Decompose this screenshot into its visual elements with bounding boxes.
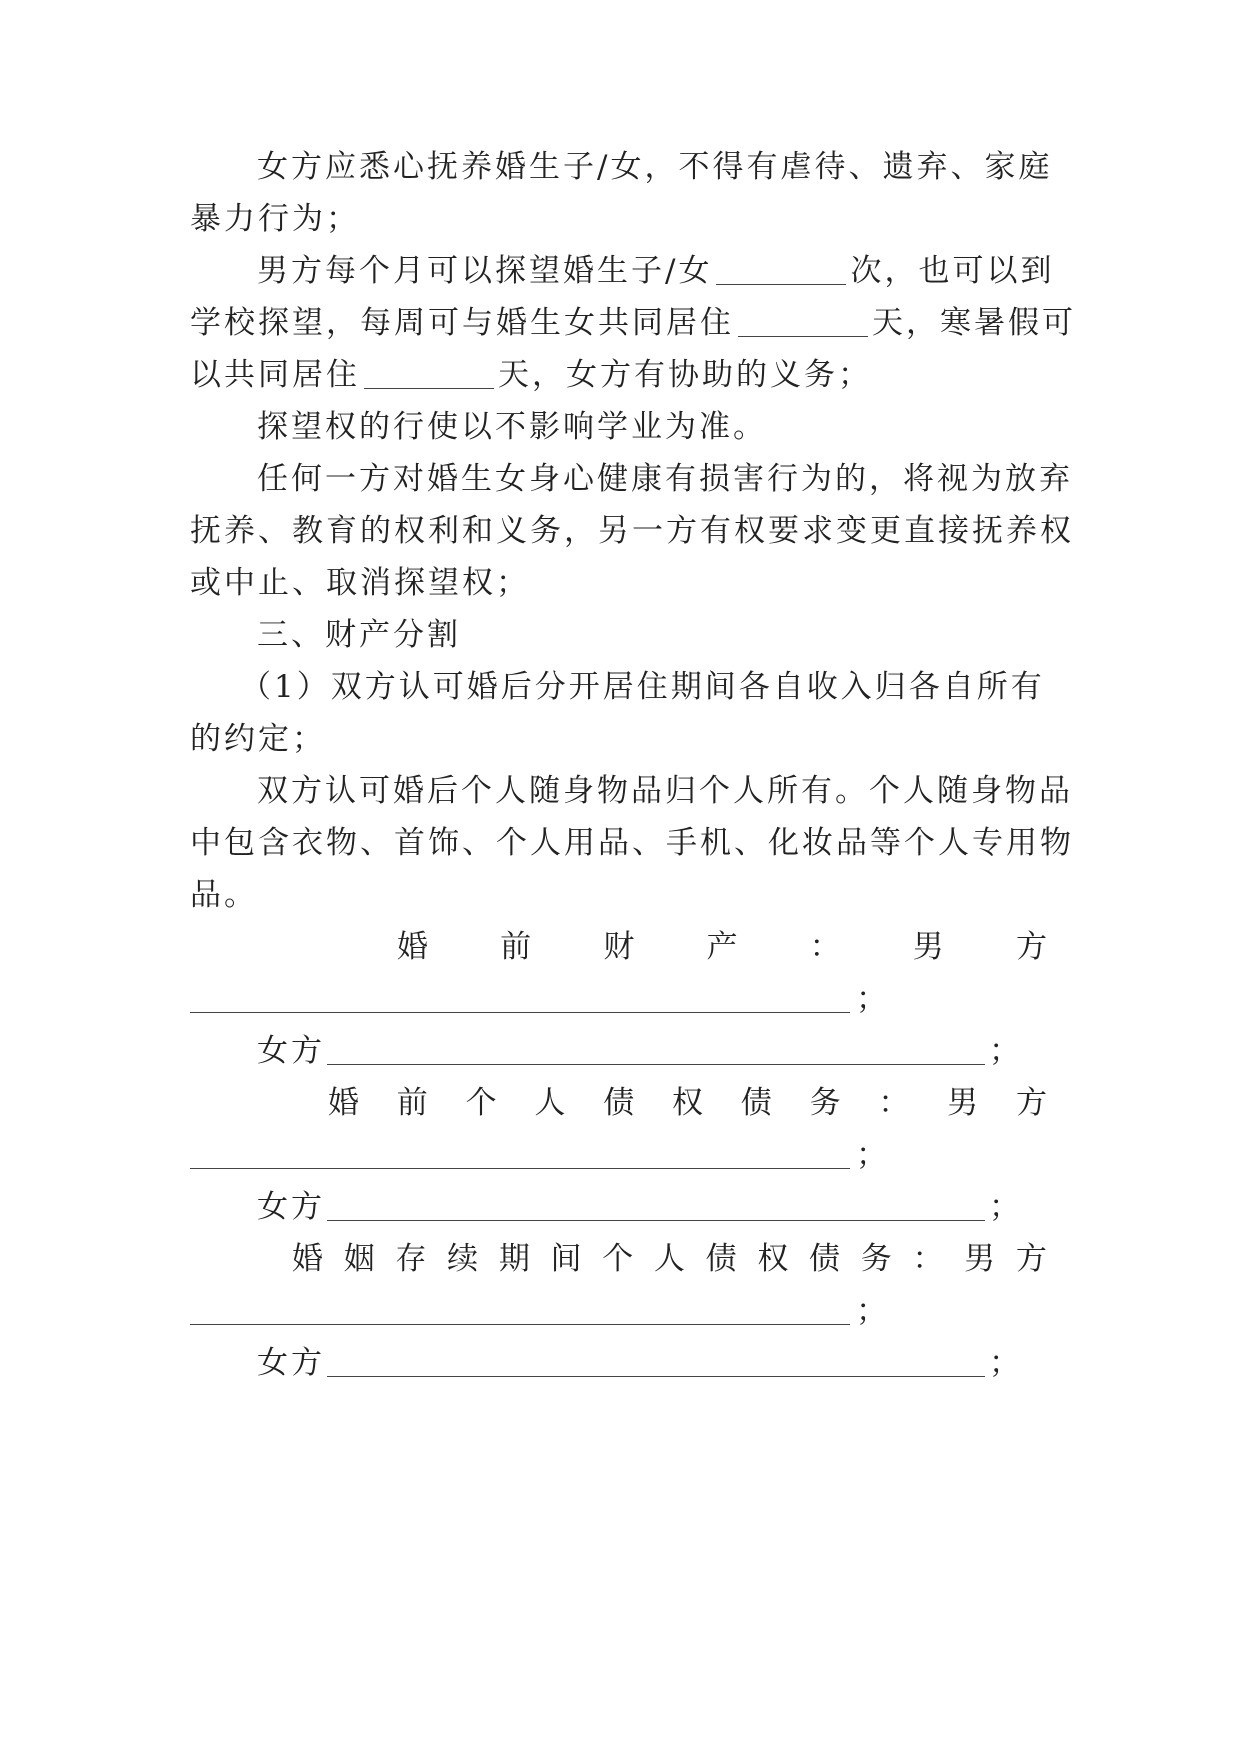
text-segment: 以共同居住 <box>190 357 360 393</box>
label-glyph: 债 <box>809 1241 844 1277</box>
label-glyph: 前 <box>500 929 535 965</box>
paragraph-line: 的约定； <box>190 721 326 757</box>
label-glyph: 婚 <box>292 1241 326 1277</box>
label-glyph: 方 <box>1015 1085 1050 1121</box>
paragraph-line <box>190 350 1050 400</box>
label-glyph: 方 <box>1015 1241 1050 1277</box>
paragraph-line: 双方认可婚后个人随身物品归个人所有。个人随身物品 <box>257 773 1073 809</box>
paragraph-line: 中包含衣物、首饰、个人用品、手机、化妆品等个人专用物 <box>190 825 1074 861</box>
paragraph-line: 任何一方对婚生女身心健康有损害行为的，将视为放弃 <box>257 461 1073 497</box>
label-glyph: 人 <box>653 1241 688 1277</box>
text-segment: 次，也可以到 <box>850 253 1055 289</box>
blank-line: ； <box>190 1286 1050 1336</box>
label-glyph: 债 <box>603 1085 638 1121</box>
label-glyph: 婚 <box>328 1085 362 1121</box>
label-glyph: 存 <box>395 1241 430 1277</box>
blank-line: ； <box>190 1130 1050 1180</box>
fill-blank[interactable] <box>190 1294 850 1325</box>
label-glyph: 债 <box>740 1085 775 1121</box>
premarital-property-label <box>397 922 1050 972</box>
label-glyph: 男 <box>912 929 947 965</box>
label-glyph: 方 <box>1015 929 1050 965</box>
label-glyph: 人 <box>534 1085 569 1121</box>
blank-line: ； <box>190 974 1050 1024</box>
premarital-debt-label <box>328 1078 1050 1128</box>
paragraph-line: （1）双方认可婚后分开居住期间各自收入归各自所有 <box>240 669 1045 705</box>
text-segment: 天，女方有协助的义务； <box>498 357 872 393</box>
label-glyph: 财 <box>603 929 638 965</box>
fill-blank[interactable] <box>364 358 494 389</box>
fill-blank[interactable] <box>327 1346 985 1377</box>
label-glyph: ： <box>912 1241 947 1277</box>
label-glyph: 续 <box>447 1241 482 1277</box>
blank-line: 女方 ； <box>257 1189 1023 1225</box>
text-segment: 男方每个月可以探望婚生子/女 <box>257 253 713 289</box>
label-glyph: 务 <box>860 1241 895 1277</box>
label-glyph: 姻 <box>343 1241 378 1277</box>
label-glyph: 婚 <box>397 929 431 965</box>
label-glyph: 债 <box>705 1241 740 1277</box>
paragraph-line: 暴力行为； <box>190 201 360 237</box>
paragraph-line: 品。 <box>190 877 258 913</box>
fill-blank[interactable] <box>190 982 850 1013</box>
label-glyph: 权 <box>671 1085 706 1121</box>
blank-line: 女方 ； <box>257 1345 1023 1381</box>
fill-blank[interactable] <box>738 306 868 337</box>
section-heading: 三、财产分割 <box>257 617 461 653</box>
marital-debt-label <box>292 1234 1050 1284</box>
label-glyph: 个 <box>602 1241 637 1277</box>
fill-blank[interactable] <box>716 254 846 285</box>
label-glyph: ： <box>878 1085 913 1121</box>
label-glyph: 个 <box>465 1085 500 1121</box>
label-glyph: 权 <box>757 1241 792 1277</box>
paragraph-line: 探望权的行使以不影响学业为准。 <box>257 409 767 445</box>
paragraph-line <box>190 298 1076 348</box>
blank-line: 女方 ； <box>257 1033 1023 1069</box>
text-segment: 天，寒暑假可 <box>872 305 1076 341</box>
text-segment: 学校探望，每周可与婚生女共同居住 <box>190 305 734 341</box>
label-glyph: 前 <box>396 1085 431 1121</box>
label-glyph: 产 <box>706 929 741 965</box>
paragraph-line: 或中止、取消探望权； <box>190 565 530 601</box>
fill-blank[interactable] <box>327 1034 985 1065</box>
label-glyph: 务 <box>809 1085 844 1121</box>
paragraph-line: 抚养、教育的权利和义务，另一方有权要求变更直接抚养权 <box>190 513 1074 549</box>
label-glyph: 间 <box>550 1241 585 1277</box>
label-glyph: 男 <box>947 1085 982 1121</box>
paragraph-line <box>257 246 1055 296</box>
label-glyph: 男 <box>964 1241 999 1277</box>
label-glyph: ： <box>809 929 844 965</box>
fill-blank[interactable] <box>190 1138 850 1169</box>
label-glyph: 期 <box>498 1241 533 1277</box>
paragraph-line: 女方应悉心抚养婚生子/女，不得有虐待、遗弃、家庭 <box>257 149 1053 185</box>
fill-blank[interactable] <box>327 1190 985 1221</box>
